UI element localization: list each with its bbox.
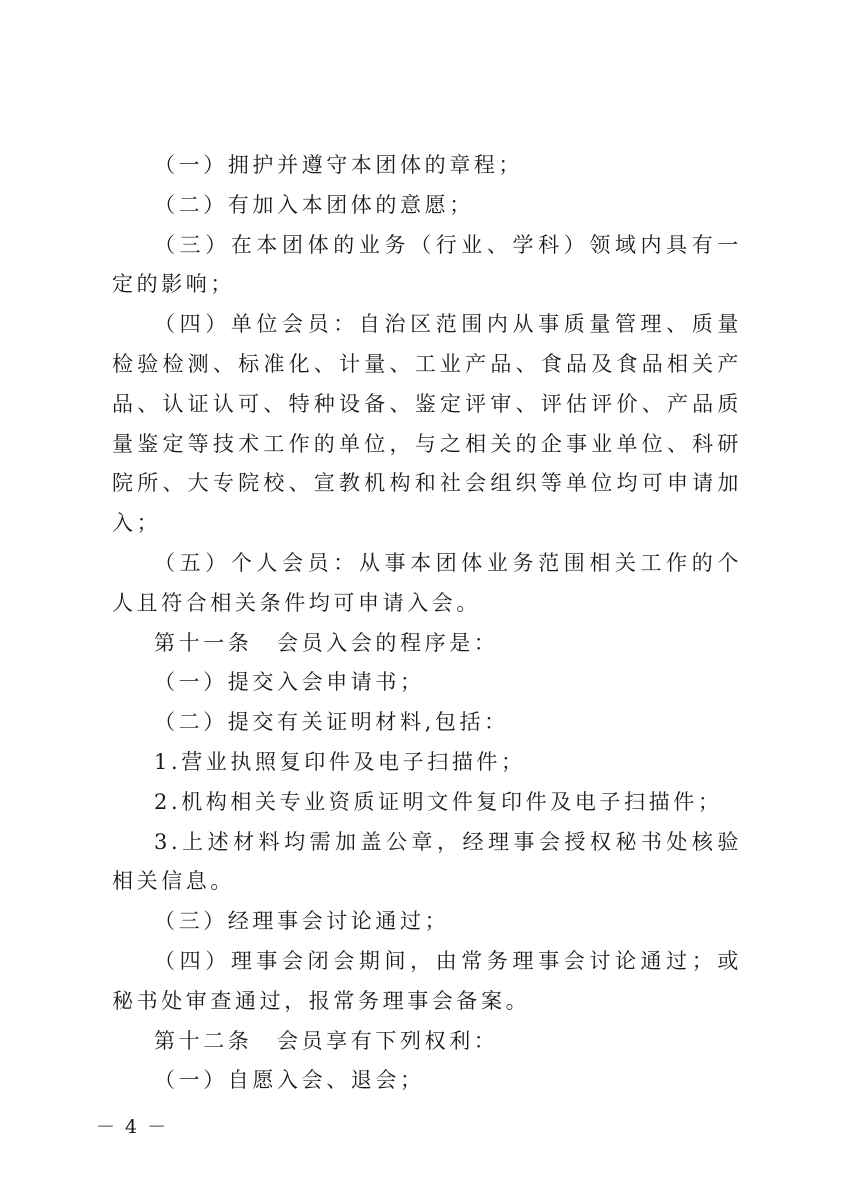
page-number: － 4 － — [96, 1116, 169, 1138]
paragraph-12: （三）经理事会讨论通过； — [154, 909, 450, 934]
document-body — [112, 146, 742, 1101]
paragraph-2: （二）有加入本团体的意愿； — [154, 192, 474, 217]
paragraph-13: （四）理事会闭会期间，由常务理事会讨论通过；或秘书处审查通过，报常务理事会备案。 — [112, 948, 742, 1013]
paragraph-3: （三）在本团体的业务（行业、学科）领域内具有一定的影响； — [112, 232, 742, 297]
paragraph-15: （一）自愿入会、退会； — [154, 1068, 425, 1093]
paragraph-8: （二）提交有关证明材料,包括： — [154, 710, 509, 735]
paragraph-4: （四）单位会员：自治区范围内从事质量管理、质量检验检测、标准化、计量、工业产品、食品及食品相关产品、认证认可、特种设备、鉴定评审、评估评价、产品质量鉴定等技术工作的单位，与之相关的企事业单位、科研院所、大专院校、宣教机构和社会组织等单位均可申请加入； — [112, 312, 742, 536]
paragraph-5: （五）个人会员：从事本团体业务范围相关工作的个人且符合相关条件均可申请入会。 — [112, 550, 742, 615]
paragraph-7: （一）提交入会申请书； — [154, 670, 425, 695]
paragraph-11: 3.上述材料均需加盖公章，经理事会授权秘书处核验相关信息。 — [112, 829, 742, 894]
article-11-heading: 第十一条 会员入会的程序是： — [154, 630, 499, 655]
paragraph-1: （一）拥护并遵守本团体的章程； — [154, 153, 523, 177]
paragraph-10: 2.机构相关专业资质证明文件复印件及电子扫描件； — [154, 789, 723, 814]
paragraph-9: 1.营业执照复印件及电子扫描件； — [154, 749, 526, 774]
article-12-heading: 第十二条 会员享有下列权利： — [154, 1028, 499, 1053]
